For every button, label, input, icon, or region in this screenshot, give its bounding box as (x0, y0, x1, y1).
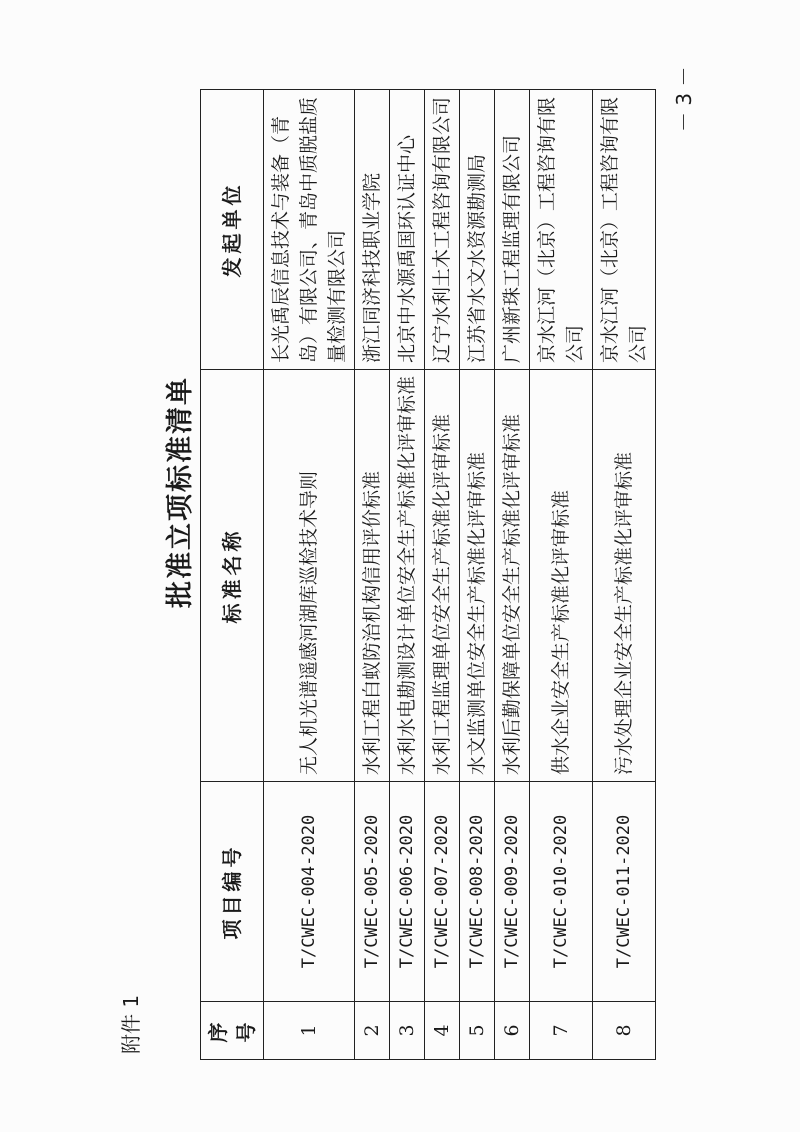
row-org: 北京中水源禹国环认证中心 (390, 90, 425, 370)
standards-table (200, 89, 656, 1060)
row-code: T/CWEC-006-2020 (390, 782, 425, 1002)
row-name: 无人机光谱遥感河湖库巡检技术导则 (264, 370, 355, 782)
header-name: 标准名称 (201, 370, 264, 782)
table-row (264, 90, 355, 1060)
row-name: 供水企业安全生产标准化评审标准 (530, 370, 593, 782)
table-header-row (201, 90, 264, 1060)
table-row (425, 90, 460, 1060)
row-name: 水利工程白蚁防治机构信用评价标准 (355, 370, 390, 782)
row-no: 8 (593, 1002, 656, 1060)
row-code: T/CWEC-010-2020 (530, 782, 593, 1002)
row-name: 水利水电勘测设计单位安全生产标准化评审标准 (390, 370, 425, 782)
row-code: T/CWEC-007-2020 (425, 782, 460, 1002)
table-row (593, 90, 656, 1060)
row-no: 3 (390, 1002, 425, 1060)
row-name: 水利后勤保障单位安全生产标准化评审标准 (495, 370, 530, 782)
table-row (460, 90, 495, 1060)
table-row (495, 90, 530, 1060)
table-row (355, 90, 390, 1060)
table-row (390, 90, 425, 1060)
row-name: 水文监测单位安全生产标准化评审标准 (460, 370, 495, 782)
row-no: 6 (495, 1002, 530, 1060)
row-code: T/CWEC-008-2020 (460, 782, 495, 1002)
row-code: T/CWEC-004-2020 (264, 782, 355, 1002)
table-row (530, 90, 593, 1060)
header-code: 项目编号 (201, 782, 264, 1002)
row-org: 长光禹辰信息技术与装备（青岛）有限公司、青岛中质脱盐质量检测有限公司 (264, 90, 355, 370)
row-code: T/CWEC-009-2020 (495, 782, 530, 1002)
row-org: 辽宁水利土木工程咨询有限公司 (425, 90, 460, 370)
row-org: 浙江同济科技职业学院 (355, 90, 390, 370)
row-org: 江苏省水文水资源勘测局 (460, 90, 495, 370)
page-title: 批准立项标准清单 (165, 376, 196, 608)
row-no: 2 (355, 1002, 390, 1060)
row-org: 京水江河（北京）工程咨询有限公司 (593, 90, 656, 370)
row-name: 污水处理企业安全生产标准化评审标准 (593, 370, 656, 782)
header-org: 发起单位 (201, 90, 264, 370)
row-code: T/CWEC-011-2020 (593, 782, 656, 1002)
row-no: 1 (264, 1002, 355, 1060)
row-code: T/CWEC-005-2020 (355, 782, 390, 1002)
page-number: － 3 － (672, 66, 696, 132)
row-org: 京水江河（北京）工程咨询有限公司 (530, 90, 593, 370)
row-org: 广州新珠工程监理有限公司 (495, 90, 530, 370)
row-no: 7 (530, 1002, 593, 1060)
attachment-label: 附件 1 (119, 994, 143, 1054)
header-no: 序号 (201, 1002, 264, 1060)
row-name: 水利工程监理单位安全生产标准化评审标准 (425, 370, 460, 782)
row-no: 5 (460, 1002, 495, 1060)
row-no: 4 (425, 1002, 460, 1060)
